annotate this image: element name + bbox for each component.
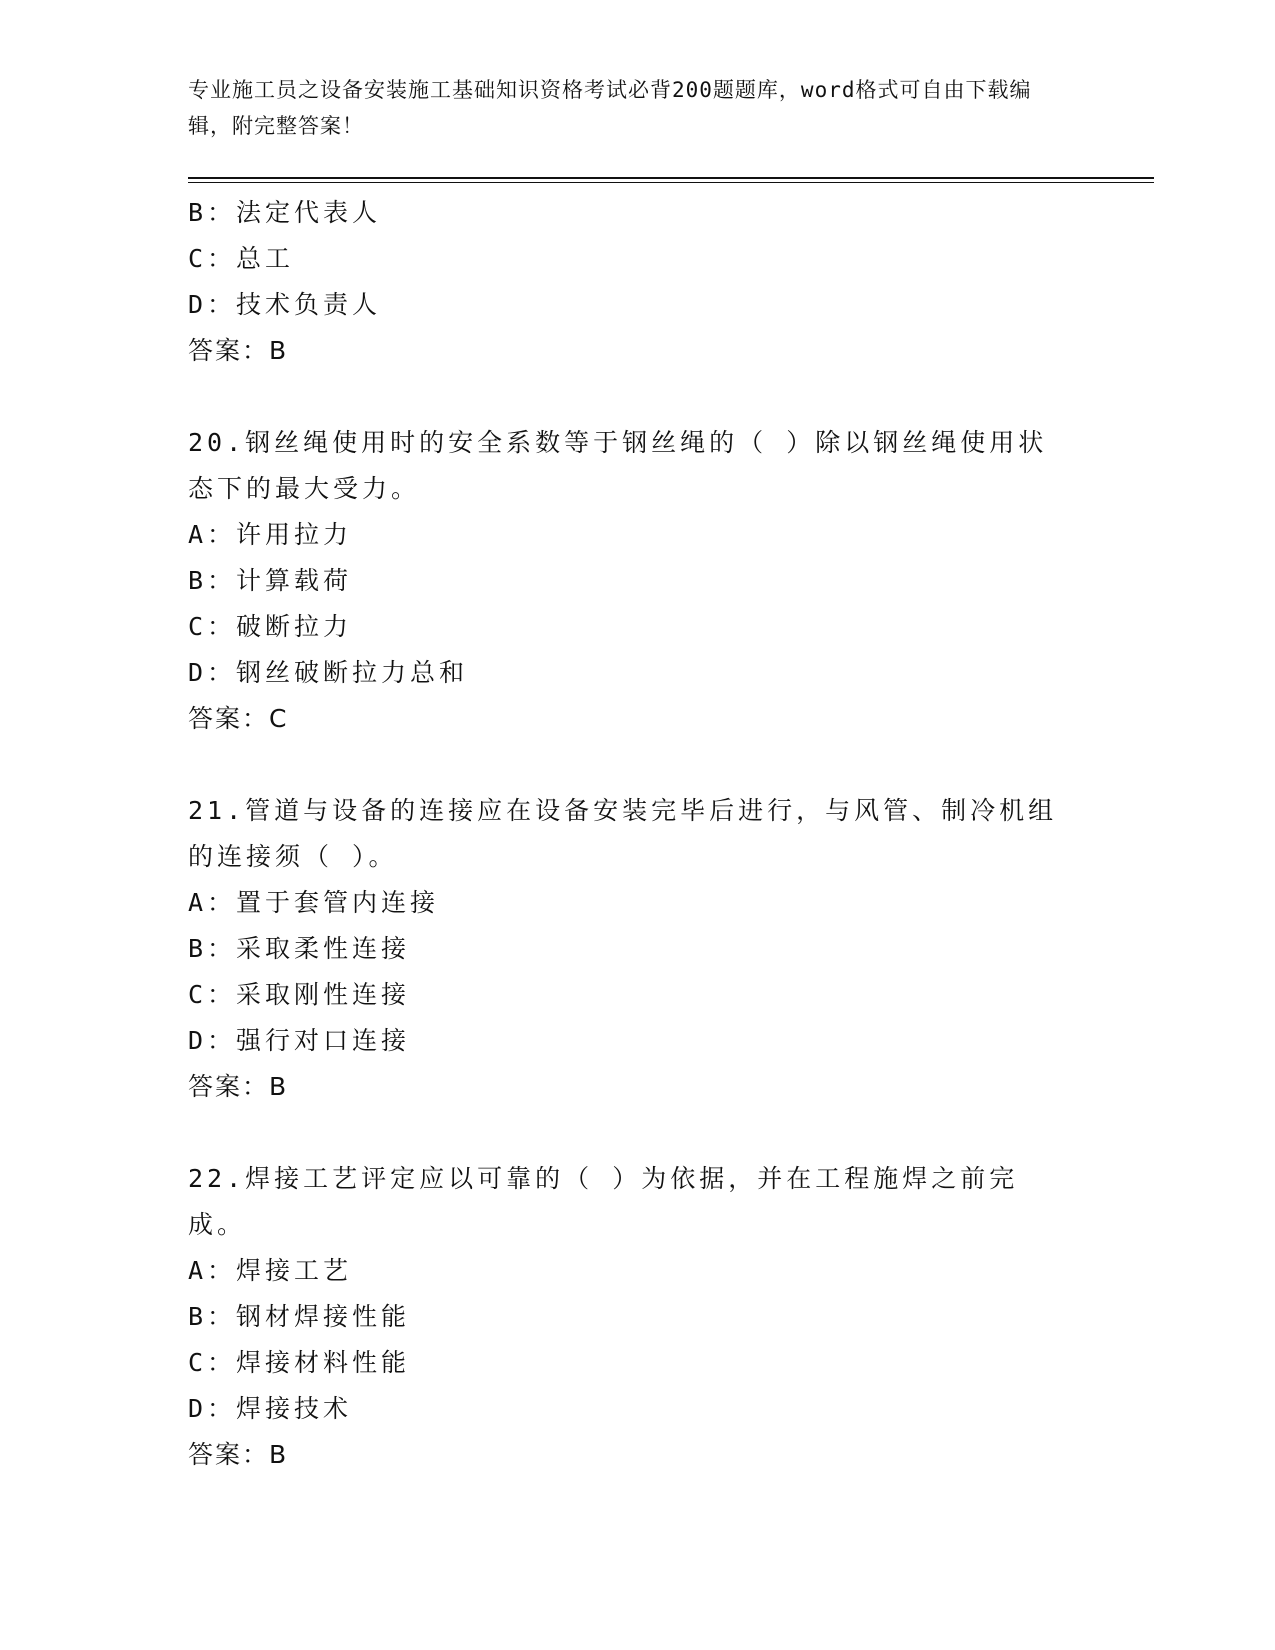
option-a: A：置于套管内连接 [188,888,440,917]
spacer [188,1110,1088,1156]
option-c: C：采取刚性连接 [188,980,411,1009]
spacer [188,374,1088,420]
option-a: A：焊接工艺 [188,1256,353,1285]
option-c: C：破断拉力 [188,612,353,641]
header-divider-thick [188,177,1154,179]
question-21 [188,788,1088,1110]
question-text: 20.钢丝绳使用时的安全系数等于钢丝绳的（ ）除以钢丝绳使用状态下的最大受力。 [188,428,1048,503]
option-b: B：计算载荷 [188,566,353,595]
answer-line: 答案：B [188,1072,289,1101]
option-b: B：法定代表人 [188,198,382,227]
question-22 [188,1156,1088,1478]
header-divider-thin [188,182,1154,183]
option-c: C：总工 [188,244,295,273]
option-d: D：焊接技术 [188,1394,353,1423]
question-text: 22.焊接工艺评定应以可靠的（ ）为依据，并在工程施焊之前完成。 [188,1164,1019,1239]
question-content [188,190,1088,1478]
answer-line: 答案：B [188,336,289,365]
option-b: B：采取柔性连接 [188,934,411,963]
option-c: C：焊接材料性能 [188,1348,411,1377]
document-header: 专业施工员之设备安装施工基础知识资格考试必背200题题库，word格式可自由下载编辑，附完整答案！ [188,78,1032,138]
answer-line: 答案：C [188,704,289,733]
option-b: B：钢材焊接性能 [188,1302,411,1331]
question-19-continuation [188,190,1088,374]
option-d: D：技术负责人 [188,290,382,319]
answer-line: 答案：B [188,1440,289,1469]
option-a: A：许用拉力 [188,520,353,549]
question-text: 21.管道与设备的连接应在设备安装完毕后进行，与风管、制冷机组的连接须（ ）。 [188,796,1058,871]
option-d: D：钢丝破断拉力总和 [188,658,469,687]
question-20 [188,420,1088,742]
option-d: D：强行对口连接 [188,1026,411,1055]
spacer [188,742,1088,788]
